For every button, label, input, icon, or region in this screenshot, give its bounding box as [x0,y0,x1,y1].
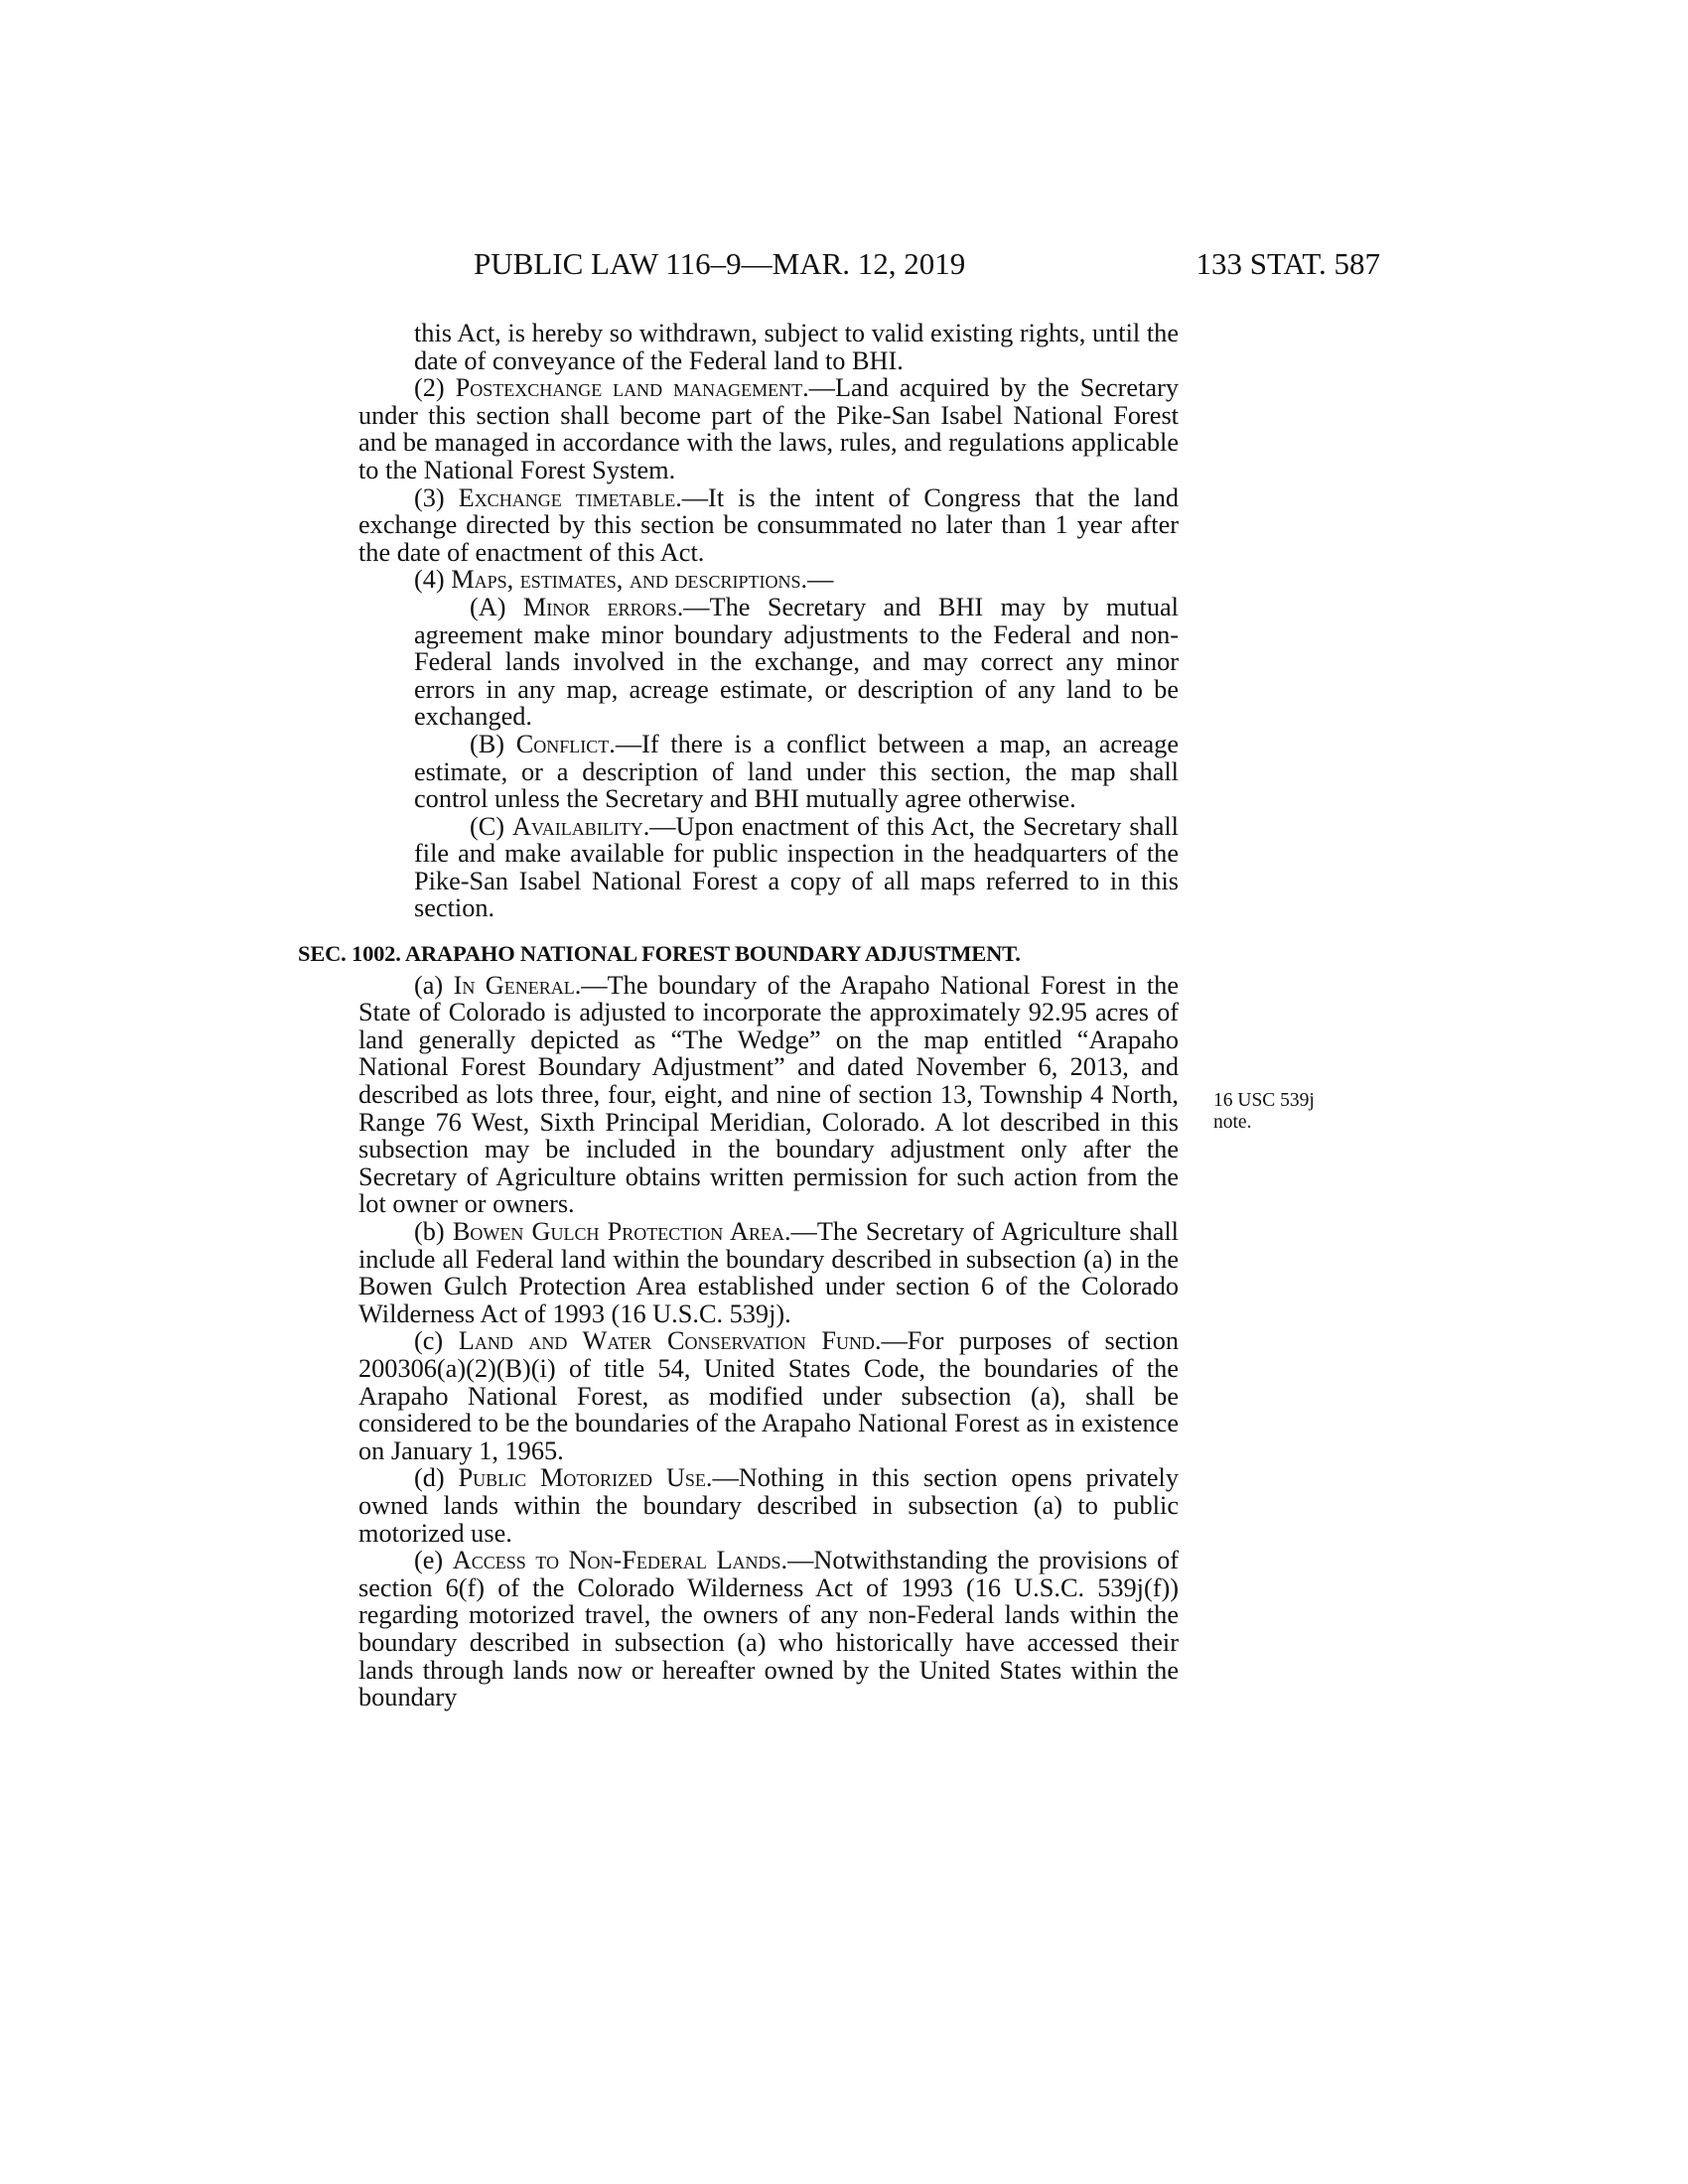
section-heading: SEC. 1002. ARAPAHO NATIONAL FOREST BOUNDARY ADJUSTMENT. [298,941,1021,967]
paragraph-number: (c) [414,1326,459,1356]
paragraph-number: (B) [470,729,516,758]
margin-note-line-1: 16 USC 539j [1213,1090,1315,1111]
paragraph-number: (C) [470,811,513,841]
paragraph-number: (A) [470,592,523,621]
running-head-title: PUBLIC LAW 116–9—MAR. 12, 2019 [474,246,966,281]
paragraph-text: .— [800,565,834,595]
paragraph-heading: Land and Water Conservation Fund [458,1326,875,1356]
paragraph-heading: Access to Non-Federal Lands [452,1546,781,1575]
paragraph-text: .—The Secretary and BHI may by mutual agreement make minor boundary adjustments to the Federal and non-Federal lands involved in the exchange, and may correct any minor errors in any map, acreage estimate, or description of any land to be exchanged. [414,592,1179,732]
paragraph-number: (2) [414,373,456,403]
paragraph-text: .—It is the intent of Congress that the land exchange directed by this section be consummated no later than 1 year after the date of enactment of this Act. [358,482,1179,567]
paragraph-number: (e) [414,1546,453,1575]
subsection-public-motorized-use [358,1464,1179,1547]
paragraph-text: .—Upon enactment of this Act, the Secretary shall file and make available for public inspection in the headquarters of the Pike-San Isabel National Forest a copy of all maps referred to in this section. [414,811,1179,923]
paragraph-heading: Maps, estimates, and descriptions [451,565,801,595]
subparagraph-availability [358,813,1179,922]
paragraph-number: (4) [414,565,452,595]
page-number: 133 STAT. 587 [1196,246,1380,281]
subparagraph-minor-errors [358,594,1179,731]
paragraph-number: (a) [414,970,454,1000]
paragraph-withdrawal-continuation: this Act, is hereby so withdrawn, subject to valid existing rights, until the date of conveyance of the Federal land to BHI. [414,319,1179,375]
paragraph-text: .—The Secretary of Agriculture shall include all Federal land within the boundary described in subsection (a) in the Bowen Gulch Protection Area established under section 6 of the Colorado Wilderness Act of 1993 (16 U.S.C. 539j). [358,1217,1179,1328]
paragraph-heading: Exchange timetable [458,482,676,512]
margin-citation-note [1213,1090,1315,1134]
paragraph-heading: Postexchange land management [455,373,803,403]
paragraph-text: .—Notwithstanding the provisions of section 6(f) of the Colorado Wilderness Act of 1993 (16 U.S.C. 539j(f)) regarding motorized travel, the owners of any non-Federal lands within the boundary described in subsection (a) who historically have accessed their lands through lands now or hereafter owned by the United States within the boundary [358,1546,1180,1712]
paragraph-text: .—Nothing in this section opens privately owned lands within the boundary described in subsection (a) to public motorized use. [358,1463,1179,1548]
subsection-land-water-conservation-fund [358,1327,1179,1464]
paragraph-text: .—Land acquired by the Secretary under this section shall become part of the Pike-San Isabel National Forest and be managed in accordance with the laws, rules, and regulations applicable to the National Forest System. [358,373,1179,484]
body-text [298,319,1180,1712]
paragraph-heading: Public Motorized Use [458,1463,706,1493]
paragraph-postexchange-land-management [358,374,1179,483]
paragraph-heading: In General [453,970,575,1000]
subparagraph-conflict [358,731,1179,813]
paragraph-number: (3) [414,482,459,512]
running-head [298,246,1380,290]
paragraph-maps-estimates-descriptions [358,566,1179,594]
paragraph-exchange-timetable [358,484,1179,567]
paragraph-heading: Availability [512,811,643,841]
subsection-in-general [358,972,1179,1218]
subsection-access-non-federal-lands [358,1547,1179,1711]
paragraph-text: .—If there is a conflict between a map, an acreage estimate, or a description of land under this section, the map shall control unless the Secretary and BHI mutually agree otherwise. [414,729,1179,814]
paragraph-heading: Conflict [515,729,610,758]
margin-note-line-2: note. [1213,1112,1252,1133]
paragraph-text: .—For purposes of section 200306(a)(2)(B)(i) of title 54, United States Code, the boundaries of the Arapaho National Forest, as modified under subsection (a), shall be considered to be the boundaries of the Arapaho National Forest as in existence on January 1, 1965. [358,1326,1179,1465]
paragraph-number: (b) [414,1217,453,1246]
paragraph-heading: Bowen Gulch Protection Area [452,1217,784,1246]
subsection-bowen-gulch [358,1218,1179,1327]
paragraph-heading: Minor errors [522,592,677,621]
paragraph-number: (d) [414,1463,459,1493]
paragraph-text: .—The boundary of the Arapaho National Forest in the State of Colorado is adjusted to incorporate the approximately 92.95 acres of land generally depicted as “The Wedge” on the map entitled “Arapaho National Forest Boundary Adjustment” and dated November 6, 2013, and described as lots three, four, eight, and nine of section 13, Township 4 North, Range 76 West, Sixth Principal Meridian, Colorado. A lot described in this subsection may be included in the boundary adjustment only after the Secretary of Agriculture obtains written permission for such action from the lot owner or owners. [358,970,1179,1219]
